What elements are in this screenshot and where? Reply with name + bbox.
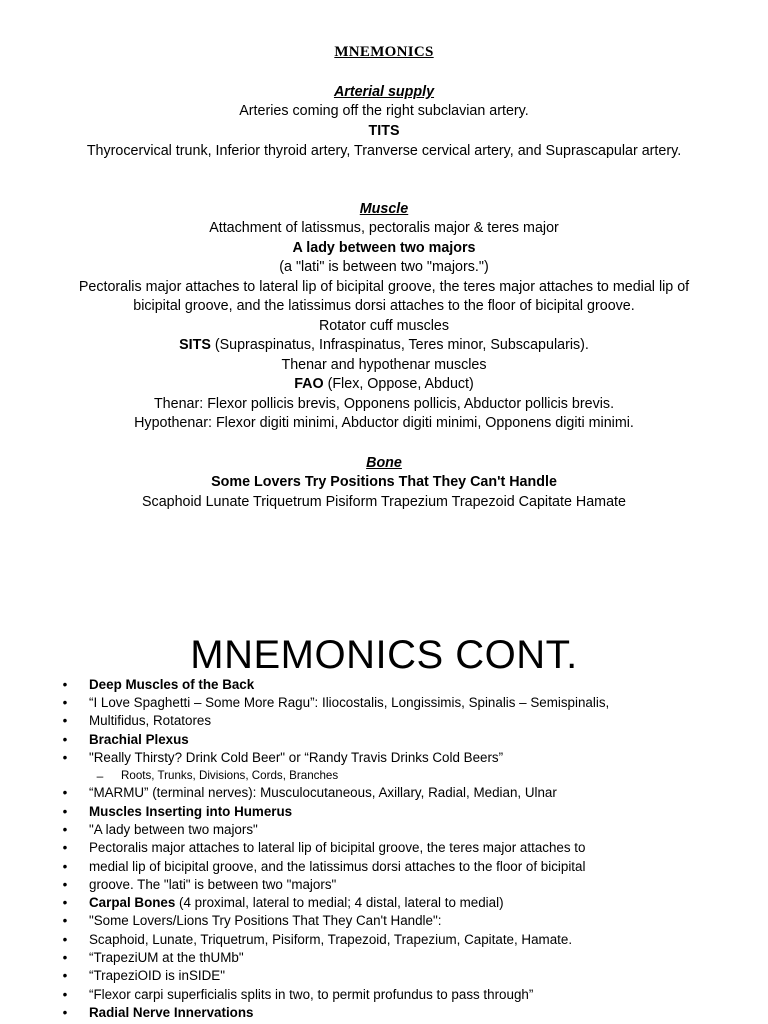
bullet-marker: • xyxy=(62,987,68,1002)
dash-marker: – xyxy=(96,769,104,783)
bullet-marker: • xyxy=(62,785,68,800)
list-item xyxy=(0,676,768,694)
fao-mnemonic: FAO xyxy=(294,376,324,392)
fao-expansion: (Flex, Oppose, Abduct) xyxy=(323,376,474,392)
bullet-marker: • xyxy=(62,950,68,965)
arterial-line: Arteries coming off the right subclavian artery. xyxy=(239,103,529,119)
muscle-line: Thenar and hypothenar muscles xyxy=(281,357,487,373)
arterial-expansion: Thyrocervical trunk, Inferior thyroid artery, Tranverse cervical artery, and Suprascapular artery. xyxy=(86,143,682,159)
list-item-text: “Flexor carpi superficialis splits in two, to permit profundus to pass through” xyxy=(89,987,534,1002)
list-item-text: Scaphoid, Lunate, Triquetrum, Pisiform, Trapezoid, Trapezium, Capitate, Hamate. xyxy=(89,932,573,947)
muscle-heading-line xyxy=(20,200,748,220)
bullet-marker: • xyxy=(62,750,68,765)
sits-line xyxy=(20,336,748,356)
list-item-text: "Some Lovers/Lions Try Positions That They Can't Handle": xyxy=(89,913,442,928)
fao-line xyxy=(20,375,748,395)
list-item-text: “TrapeziUM at the thUMb" xyxy=(89,950,244,965)
muscle-line: Pectoralis major attaches to lateral lip of bicipital groove, the teres major attaches to medial lip of xyxy=(78,279,690,295)
list-item-bold: Deep Muscles of the Back xyxy=(89,677,255,692)
bullet-marker: • xyxy=(62,732,68,747)
sits-expansion: (Supraspinatus, Infraspinatus, Teres minor, Subscapularis). xyxy=(210,337,589,353)
muscle-mnemonic: A lady between two majors xyxy=(292,240,476,256)
list-item xyxy=(0,731,768,749)
bullet-marker: • xyxy=(62,840,68,855)
list-item xyxy=(0,694,768,712)
bullet-marker: • xyxy=(62,804,68,819)
bullet-marker: • xyxy=(62,1005,68,1020)
list-item xyxy=(0,858,768,876)
bullet-marker: • xyxy=(62,968,68,983)
bullet-marker: • xyxy=(62,677,68,692)
list-item-text: “I Love Spaghetti – Some More Ragu”: Iliocostalis, Longissimis, Spinalis – Semispinalis, xyxy=(89,695,610,710)
list-subitem xyxy=(0,767,768,785)
muscle-line: Hypothenar: Flexor digiti minimi, Abductor digiti minimi, Opponens digiti minimi. xyxy=(134,415,634,431)
list-item-text: “MARMU” (terminal nerves): Musculocutaneous, Axillary, Radial, Median, Ulnar xyxy=(89,785,557,800)
section-heading-arterial: Arterial supply xyxy=(333,84,435,100)
list-item-text: groove. The "lati" is between two "majors" xyxy=(89,877,337,892)
bone-line: Scaphoid Lunate Triquetrum Pisiform Trapezium Trapezoid Capitate Hamate xyxy=(142,494,626,510)
list-item xyxy=(0,839,768,857)
list-item xyxy=(0,749,768,767)
list-item-text: Pectoralis major attaches to lateral lip of bicipital groove, the teres major attaches to xyxy=(89,840,586,855)
list-item xyxy=(0,712,768,730)
muscle-line: bicipital groove, and the latissimus dorsi attaches to the floor of bicipital groove. xyxy=(133,298,635,314)
list-item xyxy=(0,967,768,985)
document-title: MNEMONICS xyxy=(334,44,434,60)
list-item-text: medial lip of bicipital groove, and the latissimus dorsi attaches to the floor of bicipital xyxy=(89,859,586,874)
bullet-marker: • xyxy=(62,695,68,710)
bullet-marker: • xyxy=(62,859,68,874)
bullet-marker: • xyxy=(62,713,68,728)
muscle-line: Rotator cuff muscles xyxy=(318,318,450,334)
bullet-marker: • xyxy=(62,913,68,928)
bullet-marker: • xyxy=(62,895,68,910)
list-item-text: Multifidus, Rotatores xyxy=(89,713,212,728)
list-item-bold: Muscles Inserting into Humerus xyxy=(89,804,293,819)
list-item-text: "A lady between two majors" xyxy=(89,822,258,837)
list-item-text: (4 proximal, lateral to medial; 4 distal, lateral to medial) xyxy=(175,895,504,910)
bullet-marker: • xyxy=(62,932,68,947)
muscle-line: Attachment of latissmus, pectoralis major & teres major xyxy=(209,220,559,236)
bone-heading-line xyxy=(20,454,748,474)
list-item-bold: Radial Nerve Innervations xyxy=(89,1005,254,1020)
list-item xyxy=(0,821,768,839)
list-item-text: "Really Thirsty? Drink Cold Beer" or “Randy Travis Drinks Cold Beers” xyxy=(89,750,504,765)
arterial-heading-line xyxy=(20,83,748,103)
sits-mnemonic: SITS xyxy=(179,337,211,353)
list-item xyxy=(0,986,768,1004)
continued-title: MNEMONICS CONT. xyxy=(190,633,578,677)
list-item-text: “TrapeziOID is inSIDE" xyxy=(89,968,225,983)
list-item xyxy=(0,931,768,949)
list-item-bold: Carpal Bones xyxy=(89,895,176,910)
list-item-bold: Brachial Plexus xyxy=(89,732,189,747)
bone-mnemonic: Some Lovers Try Positions That They Can't Handle xyxy=(211,474,557,490)
list-item xyxy=(0,803,768,821)
muscle-line: Thenar: Flexor pollicis brevis, Opponens pollicis, Abductor pollicis brevis. xyxy=(153,396,615,412)
list-item xyxy=(0,912,768,930)
section-heading-bone: Bone xyxy=(366,455,402,471)
section-heading-muscle: Muscle xyxy=(359,201,409,217)
list-item xyxy=(0,876,768,894)
list-item xyxy=(0,894,768,912)
list-item xyxy=(0,784,768,802)
muscle-line: (a "lati" is between two "majors.") xyxy=(279,259,489,275)
bullet-marker: • xyxy=(62,822,68,837)
list-item xyxy=(0,949,768,967)
bullet-marker: • xyxy=(62,877,68,892)
arterial-mnemonic: TITS xyxy=(368,123,400,139)
list-item xyxy=(0,1004,768,1022)
list-item-text: Roots, Trunks, Divisions, Cords, Branches xyxy=(121,769,339,782)
